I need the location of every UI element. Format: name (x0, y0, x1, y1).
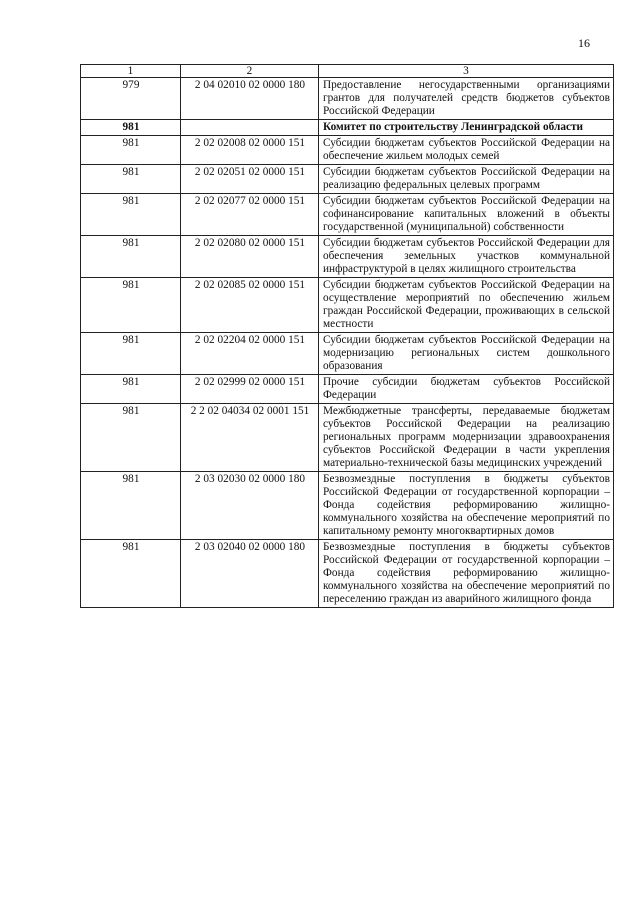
budget-code-cell (181, 120, 319, 136)
table-header-row (81, 65, 614, 78)
column-header: 1 (81, 65, 181, 78)
description-cell: Безвозмездные поступления в бюджеты субъектов Российской Федерации от государственной корпорации – Фонда содействия реформированию жилищно-коммунального хозяйства на обеспечение мероприятий по переселению граждан из аварийного жилищного фонда (319, 540, 614, 608)
table-row (81, 78, 614, 120)
table-row (81, 540, 614, 608)
admin-code-cell: 981 (81, 375, 181, 404)
budget-code-cell: 2 02 02999 02 0000 151 (181, 375, 319, 404)
admin-code-cell: 981 (81, 278, 181, 333)
admin-code-cell: 981 (81, 540, 181, 608)
table-row (81, 120, 614, 136)
budget-code-cell: 2 03 02030 02 0000 180 (181, 472, 319, 540)
admin-code-cell: 981 (81, 165, 181, 194)
description-cell: Субсидии бюджетам субъектов Российской Федерации на осуществление мероприятий по обеспечению жильем граждан Российской Федерации, проживающих в сельской местности (319, 278, 614, 333)
description-cell: Безвозмездные поступления в бюджеты субъектов Российской Федерации от государственной корпорации – Фонда содействия реформированию жилищно-коммунального хозяйства на обеспечение мероприятий по капитальному ремонту многоквартирных домов (319, 472, 614, 540)
budget-code-cell: 2 02 02077 02 0000 151 (181, 194, 319, 236)
budget-code-cell: 2 03 02040 02 0000 180 (181, 540, 319, 608)
budget-code-cell: 2 02 02008 02 0000 151 (181, 136, 319, 165)
table-row (81, 333, 614, 375)
column-header: 2 (181, 65, 319, 78)
table-row (81, 165, 614, 194)
description-cell: Межбюджетные трансферты, передаваемые бюджетам субъектов Российской Федерации на реализацию региональных программ модернизации здравоохранения субъектов Российской Федерации в части укрепления материально-технической базы медицинских учреждений (319, 404, 614, 472)
admin-code-cell: 981 (81, 404, 181, 472)
page-number: 16 (578, 36, 590, 50)
budget-code-cell: 2 02 02080 02 0000 151 (181, 236, 319, 278)
budget-code-cell: 2 2 02 04034 02 0001 151 (181, 404, 319, 472)
budget-code-cell: 2 02 02085 02 0000 151 (181, 278, 319, 333)
budget-code-cell: 2 02 02204 02 0000 151 (181, 333, 319, 375)
admin-code-cell: 979 (81, 78, 181, 120)
admin-code-cell: 981 (81, 472, 181, 540)
table-row (81, 404, 614, 472)
description-cell: Субсидии бюджетам субъектов Российской Федерации для обеспечения земельных участков коммунальной инфраструктурой в целях жилищного строительства (319, 236, 614, 278)
description-cell: Субсидии бюджетам субъектов Российской Федерации на реализацию федеральных целевых программ (319, 165, 614, 194)
column-header: 3 (319, 65, 614, 78)
description-cell: Предоставление негосударственными организациями грантов для получателей средств бюджетов субъектов Российской Федерации (319, 78, 614, 120)
admin-code-cell: 981 (81, 333, 181, 375)
table-row (81, 375, 614, 404)
table-row (81, 236, 614, 278)
description-cell: Субсидии бюджетам субъектов Российской Федерации на обеспечение жильем молодых семей (319, 136, 614, 165)
admin-code-cell: 981 (81, 194, 181, 236)
table-row (81, 472, 614, 540)
budget-code-cell: 2 04 02010 02 0000 180 (181, 78, 319, 120)
description-cell: Прочие субсидии бюджетам субъектов Российской Федерации (319, 375, 614, 404)
table-row (81, 194, 614, 236)
budget-code-cell: 2 02 02051 02 0000 151 (181, 165, 319, 194)
revenue-codes-table (80, 64, 614, 608)
admin-code-cell: 981 (81, 236, 181, 278)
description-cell: Субсидии бюджетам субъектов Российской Федерации на модернизацию региональных систем дошкольного образования (319, 333, 614, 375)
admin-code-cell: 981 (81, 136, 181, 165)
table-row (81, 136, 614, 165)
description-cell: Субсидии бюджетам субъектов Российской Федерации на софинансирование капитальных вложений в объекты государственной (муниципальной) собственности (319, 194, 614, 236)
description-cell: Комитет по строительству Ленинградской области (319, 120, 614, 136)
table-row (81, 278, 614, 333)
admin-code-cell: 981 (81, 120, 181, 136)
